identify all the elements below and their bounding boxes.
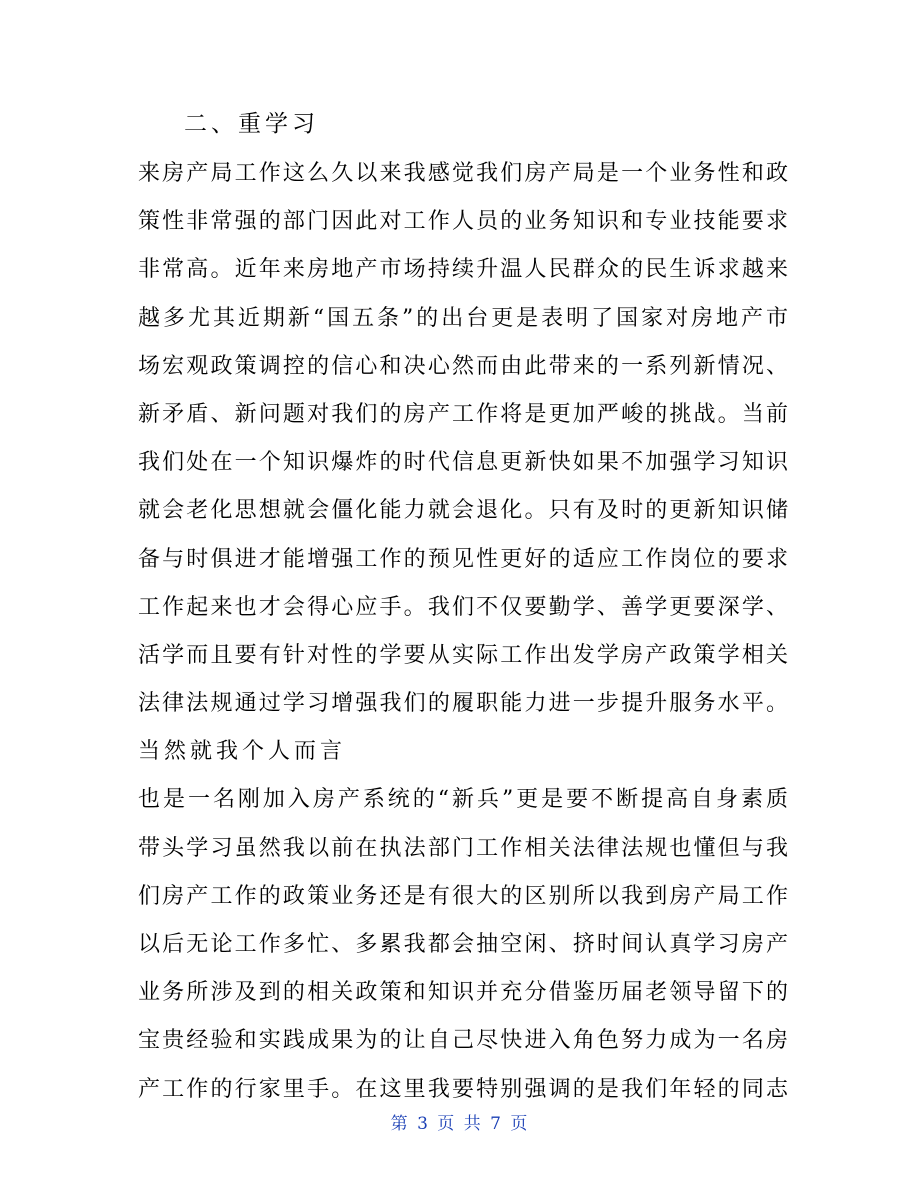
text-line: 非常高。近年来房地产市场持续升温人民群众的民生诉求越来 (138, 257, 788, 283)
text-line: 以后无论工作多忙、多累我都会抽空闲、挤时间认真学习房产 (138, 932, 788, 957)
text-line: 工作起来也才会得心应手。我们不仅要勤学、善学更要深学、 (138, 594, 788, 620)
text-line: 带头学习虽然我以前在执法部门工作相关法律法规也懂但与我 (138, 835, 788, 861)
text-line: 也是一名刚加入房产系统的“新兵”更是要不断提高自身素质 (138, 787, 788, 813)
text-line: 宝贵经验和实践成果为的让自己尽快进入角色努力成为一名房 (138, 1028, 788, 1054)
text-line: 业务所涉及到的相关政策和知识并充分借鉴历届老领导留下的 (138, 980, 788, 1006)
text-line: 新矛盾、新问题对我们的房产工作将是更加严峻的挑战。当前 (138, 401, 788, 427)
section-heading: 二、重学习 (184, 111, 319, 137)
text-line: 活学而且要有针对性的学要从实际工作出发学房产政策学相关 (138, 642, 788, 668)
text-line: 备与时俱进才能增强工作的预见性更好的适应工作岗位的要求 (138, 546, 788, 572)
text-line: 们房产工作的政策业务还是有很大的区别所以我到房产局工作 (138, 883, 788, 909)
text-line: 来房产局工作这么久以来我感觉我们房产局是一个业务性和政 (138, 161, 788, 186)
text-line: 产工作的行家里手。在这里我要特别强调的是我们年轻的同志 (138, 1076, 788, 1102)
text-line: 策性非常强的部门因此对工作人员的业务知识和专业技能要求 (138, 209, 788, 235)
text-line: 场宏观政策调控的信心和决心然而由此带来的一系列新情况、 (138, 353, 788, 379)
text-line: 越多尤其近期新“国五条”的出台更是表明了国家对房地产市 (138, 305, 788, 331)
text-line: 法律法规通过学习增强我们的履职能力进一步提升服务水平。 (138, 691, 788, 717)
text-line: 我们处在一个知识爆炸的时代信息更新快如果不加强学习知识 (138, 450, 788, 476)
body-text (138, 150, 788, 1114)
text-line: 就会老化思想就会僵化能力就会退化。只有及时的更新知识储 (138, 498, 788, 524)
text-line: 当然就我个人而言 (138, 739, 347, 765)
page-number-footer: 第 3 页 共 7 页 (390, 1114, 530, 1134)
